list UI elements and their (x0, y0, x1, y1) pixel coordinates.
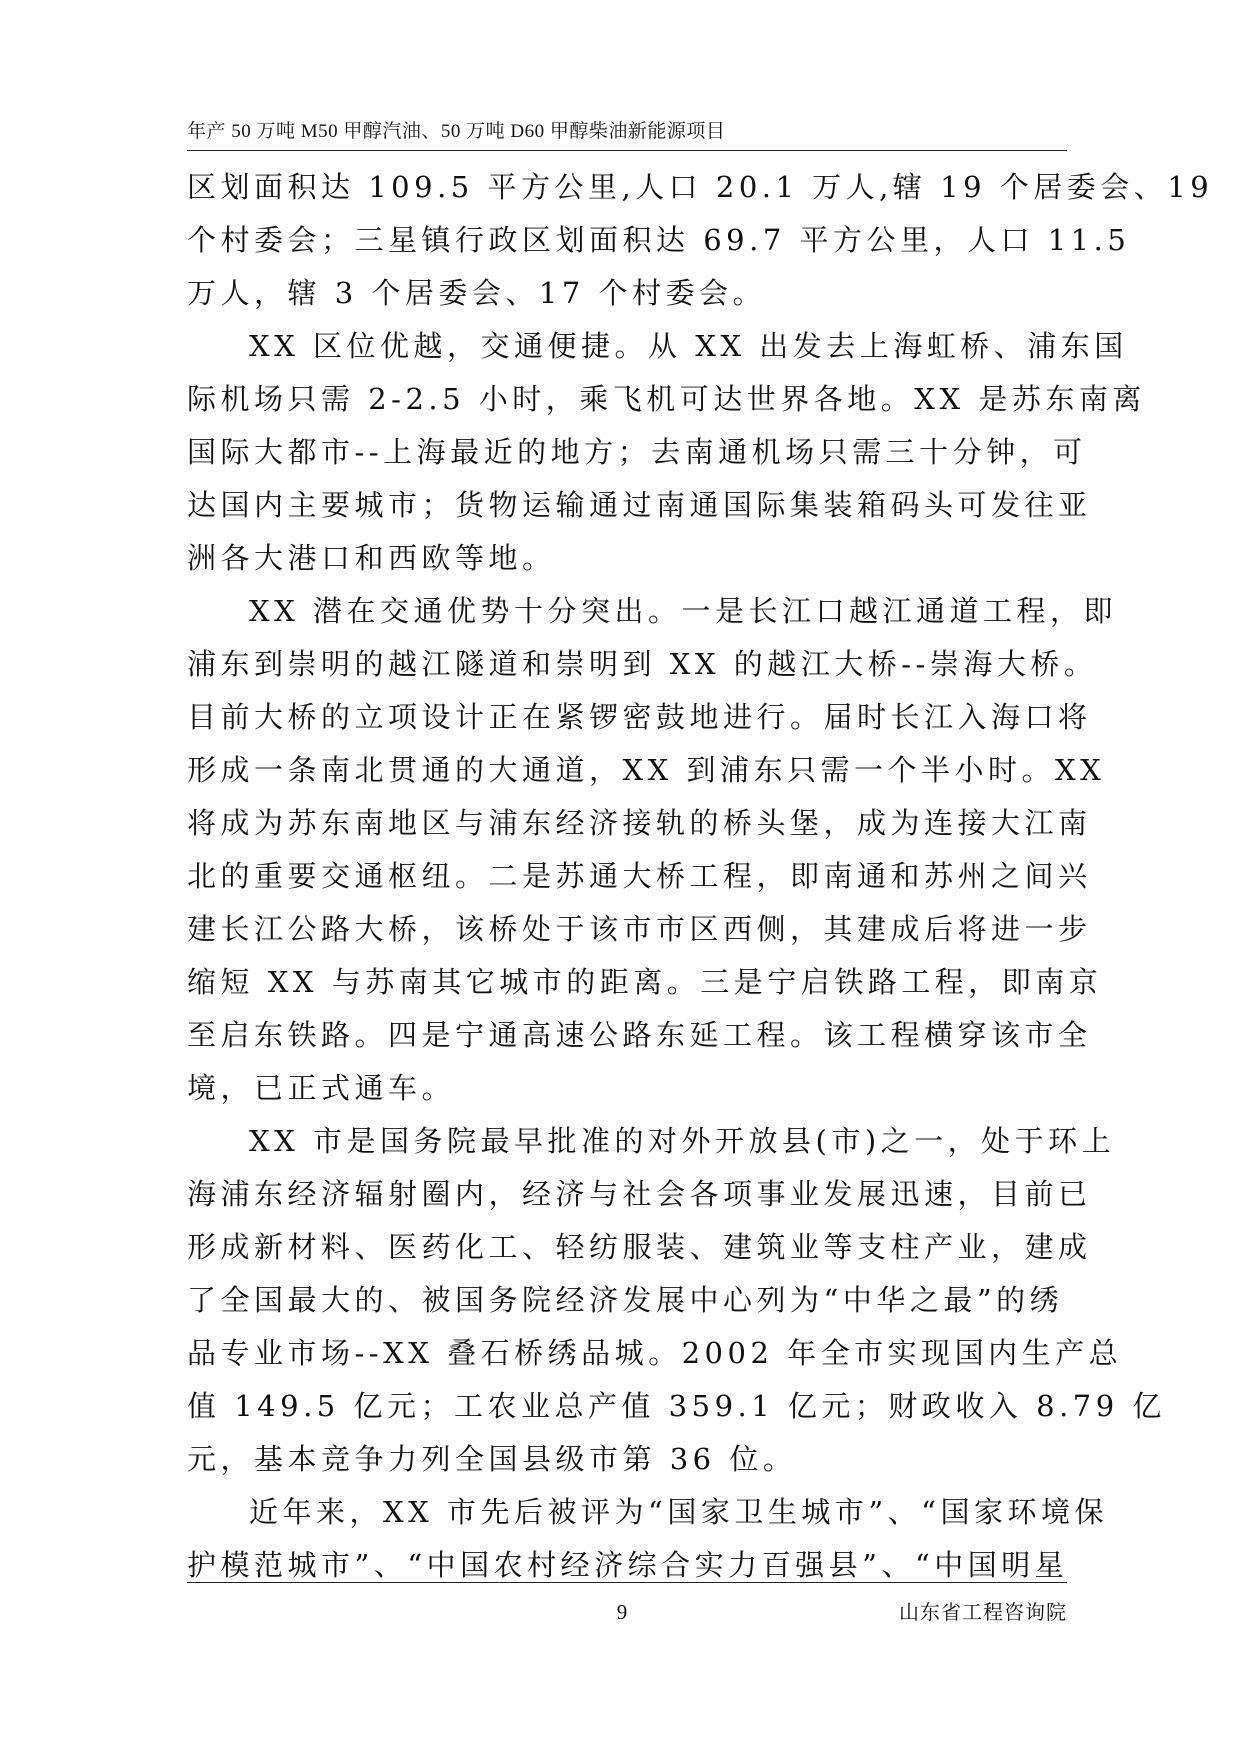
text-line: 国际大都市--上海最近的地方；去南通机场只需三十分钟，可 (187, 435, 1087, 469)
text-line: 品专业市场--XX 叠石桥绣品城。2002 年全市实现国内生产总 (187, 1336, 1123, 1370)
text-line: 缩短 XX 与苏南其它城市的距离。三是宁启铁路工程，即南京 (187, 965, 1103, 999)
footer-divider (187, 1582, 1067, 1583)
text-line: 目前大桥的立项设计正在紧锣密鼓地进行。届时长江入海口将 (187, 700, 1092, 734)
text-line: 个村委会；三星镇行政区划面积达 69.7 平方公里，人口 11.5 (187, 223, 1131, 257)
text-line: XX 市是国务院最早批准的对外开放县(市)之一，处于环上 (249, 1124, 1116, 1158)
text-line: XX 潜在交通优势十分突出。一是长江口越江通道工程，即 (249, 594, 1118, 628)
paragraph-3 (187, 585, 1118, 1115)
text-line: 际机场只需 2-2.5 小时，乘飞机可达世界各地。XX 是苏东南离 (187, 382, 1146, 416)
text-line: 建长江公路大桥，该桥处于该市市区西侧，其建成后将进一步 (187, 912, 1092, 946)
text-line: 护模范城市”、“中国农村经济综合实力百强县”、“中国明星 (187, 1548, 1069, 1582)
text-line: 将成为苏东南地区与浦东经济接轨的桥头堡，成为连接大江南 (187, 806, 1092, 840)
text-line: 区划面积达 109.5 平方公里,人口 20.1 万人,辖 19 个居委会、19 (187, 170, 1214, 204)
text-line: 海浦东经济辐射圈内，经济与社会各项事业发展迅速，目前已 (187, 1177, 1092, 1211)
document-body (187, 161, 1214, 1592)
text-line: 万人，辖 3 个居委会、17 个村委会。 (187, 276, 767, 310)
paragraph-4 (187, 1115, 1166, 1486)
text-line: XX 区位优越，交通便捷。从 XX 出发去上海虹桥、浦东国 (249, 329, 1128, 363)
text-line: 洲各大港口和西欧等地。 (187, 541, 556, 575)
paragraph-1 (187, 161, 1214, 320)
text-line: 形成新材料、医药化工、轻纺服装、建筑业等支柱产业，建成 (187, 1230, 1092, 1264)
header-divider (187, 150, 1067, 151)
text-line: 近年来，XX 市先后被评为“国家卫生城市”、“国家环境保 (249, 1495, 1108, 1529)
running-header: 年产 50 万吨 M50 甲醇汽油、50 万吨 D60 甲醇柴油新能源项目 (187, 121, 726, 142)
text-line: 形成一条南北贯通的大通道，XX 到浦东只需一个半小时。XX (187, 753, 1106, 787)
text-line: 达国内主要城市；货物运输通过南通国际集装箱码头可发往亚 (187, 488, 1092, 522)
text-line: 境，已正式通车。 (187, 1071, 456, 1105)
text-line: 元，基本竞争力列全国县级市第 36 位。 (187, 1442, 797, 1476)
page-number: 9 (616, 1600, 628, 1624)
organization-name: 山东省工程咨询院 (899, 1600, 1067, 1624)
text-line: 浦东到崇明的越江隧道和崇明到 XX 的越江大桥--崇海大桥。 (187, 647, 1098, 681)
text-line: 北的重要交通枢纽。二是苏通大桥工程，即南通和苏州之间兴 (187, 859, 1092, 893)
text-line: 值 149.5 亿元；工农业总产值 359.1 亿元；财政收入 8.79 亿 (187, 1389, 1166, 1423)
text-line: 至启东铁路。四是宁通高速公路东延工程。该工程横穿该市全 (187, 1018, 1092, 1052)
text-line: 了全国最大的、被国务院经济发展中心列为“中华之最”的绣 (187, 1283, 1064, 1317)
paragraph-5 (187, 1486, 1108, 1592)
paragraph-2 (187, 320, 1146, 585)
